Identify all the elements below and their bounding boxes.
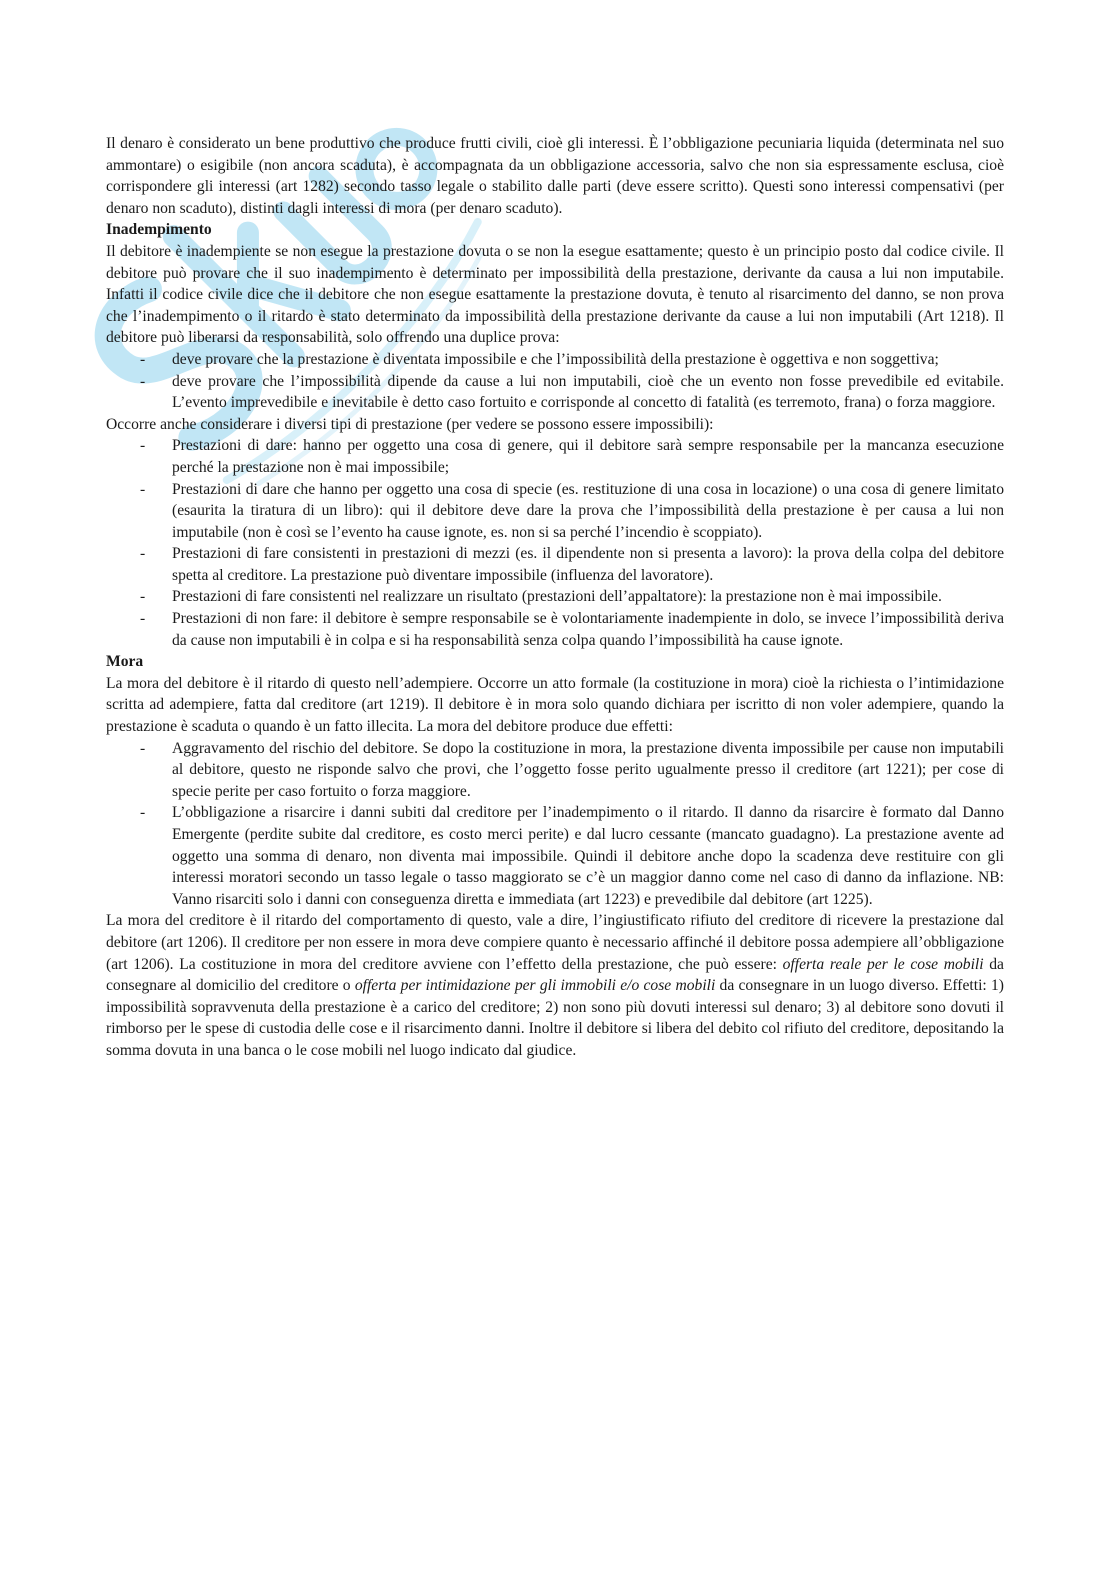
list-item: - Aggravamento del rischio del debitore. Se dopo la costituzione in mora, la prestazione diventa impossibile per cause non imputabili al debitore, questo ne risponde salvo che provi, che l’oggetto fosse perito ugualmente presso il creditore (art 1221); per cose di specie perite per caso fortuito o forza maggiore. [106,738,1004,803]
heading-mora: Mora [106,653,144,671]
effects-list [106,738,1004,911]
list-item: - deve provare che la prestazione è diventata impossibile e che l’impossibilità della prestazione è oggettiva e non soggettiva; [106,349,1004,371]
list-item: - Prestazioni di dare che hanno per oggetto una cosa di specie (es. restituzione di una cosa in locazione) o una cosa di genere limitato (esaurita la tiratura di un libro): qui il debitore deve dare la prova che l’impossibilità della prestazione è per causa a lui non imputabile (non è così se l’evento ha cause ignote, es. non si sa perché l’incendio è scoppiato). [106,479,1004,544]
intro-paragraph: Il denaro è considerato un bene produttivo che produce frutti civili, cioè gli interessi. È l’obbligazione pecuniaria liquida (determinata nel suo ammontare) o esigibile (non ancora scaduta), è accompagnata da un obbligazione accessoria, salvo che non sia espressamente esclusa, cioè corrispondere gli interessi (art 1282) secondo tasso legale o stabilito dalle parti (deve essere scritto). Questi sono interessi compensativi (per denaro non scaduto), distinti dagli interessi di mora (per denaro scaduto). [106,135,1004,217]
italic-text: offerta per intimidazione per gli immobili e/o cose mobili [354,977,716,995]
text-span: da consegnare in un luogo diverso. Effetti: 1) impossibilità sopravvenuta della prestazione è a carico del creditore; 2) non sono più dovuti interessi sul denaro; 3) al debitore sono dovuti il rimborso per le spese di custodia delle cose e il risarcimento danni. Inoltre il debitore si libera del debito col rifiuto del creditore, depositando la somma dovuta in una banca o le cose mobili nel luogo indicato dal giudice. [106,977,1004,1059]
types-list [106,435,1004,651]
text-span: da consegnare al domicilio del creditore o [106,955,1004,995]
mora-creditore-paragraph [106,910,1004,1061]
proofs-list [106,349,1004,414]
heading-inadempimento: Inadempimento [106,221,212,239]
list-item: - Prestazioni di dare: hanno per oggetto una cosa di genere, qui il debitore sarà sempre responsabile per la mancanza esecuzione perché la prestazione non è mai impossibile; [106,435,1004,478]
list-item: - Prestazioni di non fare: il debitore è sempre responsabile se è volontariamente inadempiente in dolo, se invece l’impossibilità deriva da cause non imputabili è in colpa e si ha responsabilità senza colpa quando l’impossibilità ha cause ignote. [106,608,1004,651]
list-item: - deve provare che l’impossibilità dipende da cause a lui non imputabili, cioè che un evento non fosse prevedibile ed evitabile. L’evento imprevedibile e inevitabile è detto caso fortuito e corrisponde al concetto di fatalità (es terremoto, frana) o forza maggiore. [106,371,1004,414]
list-item: - L’obbligazione a risarcire i danni subiti dal creditore per l’inadempimento o il ritardo. Il danno da risarcire è formato dal Danno Emergente (perdite subite dal creditore, es costo merci perite) e dal lucro cessante (mancato guadagno). La prestazione avente ad oggetto una somma di denaro, non diventa mai impossibile. Quindi il debitore anche dopo la scadenza deve restituire con gli interessi moratori secondo un tasso legale o tasso maggiorato se c’è un maggior danno come nel caso di danno da inflazione. NB: Vanno risarciti solo i danni con conseguenza diretta e immediata (art 1223) e prevedibile dal debitore (art 1225). [106,802,1004,910]
types-intro-paragraph: Occorre anche considerare i diversi tipi di prestazione (per vedere se possono essere impossibili): [106,415,714,433]
list-item: - Prestazioni di fare consistenti nel realizzare un risultato (prestazioni dell’appaltatore): la prestazione non è mai impossibile. [106,586,1004,608]
list-item: - Prestazioni di fare consistenti in prestazioni di mezzi (es. il dipendente non si presenta a lavoro): la prova della colpa del debitore spetta al creditore. La prestazione può diventare impossibile (influenza del lavoratore). [106,543,1004,586]
inadempimento-paragraph: Il debitore è inadempiente se non esegue la prestazione dovuta o se non la esegue esattamente; questo è un principio posto dal codice civile. Il debitore può provare che il suo inadempimento è determinato per impossibilità della prestazione, derivante da causa a lui non imputabile. Infatti il codice civile dice che il debitore che non esegue esattamente la prestazione dovuta, è tenuto al risarcimento del danno, se non prova che l’inadempimento o il ritardo è stato determinato da impossibilità della prestazione derivante da cause a lui non imputabili (Art 1218). Il debitore può liberarsi da responsabilità, solo offrendo una duplice prova: [106,242,1004,347]
mora-paragraph: La mora del debitore è il ritardo di questo nell’adempiere. Occorre un atto formale (la costituzione in mora) cioè la richiesta o l’intimidazione scritta ad adempiere, fatta dal creditore (art 1219). Il debitore è in mora solo quando dichiara per iscritto di non voler adempiere, quando la prestazione è scaduta o quando è un fatto illecita. La mora del debitore produce due effetti: [106,674,1004,736]
text-span: La mora del creditore è il ritardo del comportamento di questo, vale a dire, l’ingiustificato rifiuto del creditore di ricevere la prestazione dal debitore (art 1206). Il creditore per non essere in mora deve compiere quanto è necessario affinché il debitore possa adempiere all’obbligazione (art 1206). La costituzione in mora del creditore avviene con l’effetto della prestazione, che può essere: [106,912,1004,973]
document-body [106,133,1004,1062]
italic-text: offerta reale per le cose mobili [782,955,984,973]
